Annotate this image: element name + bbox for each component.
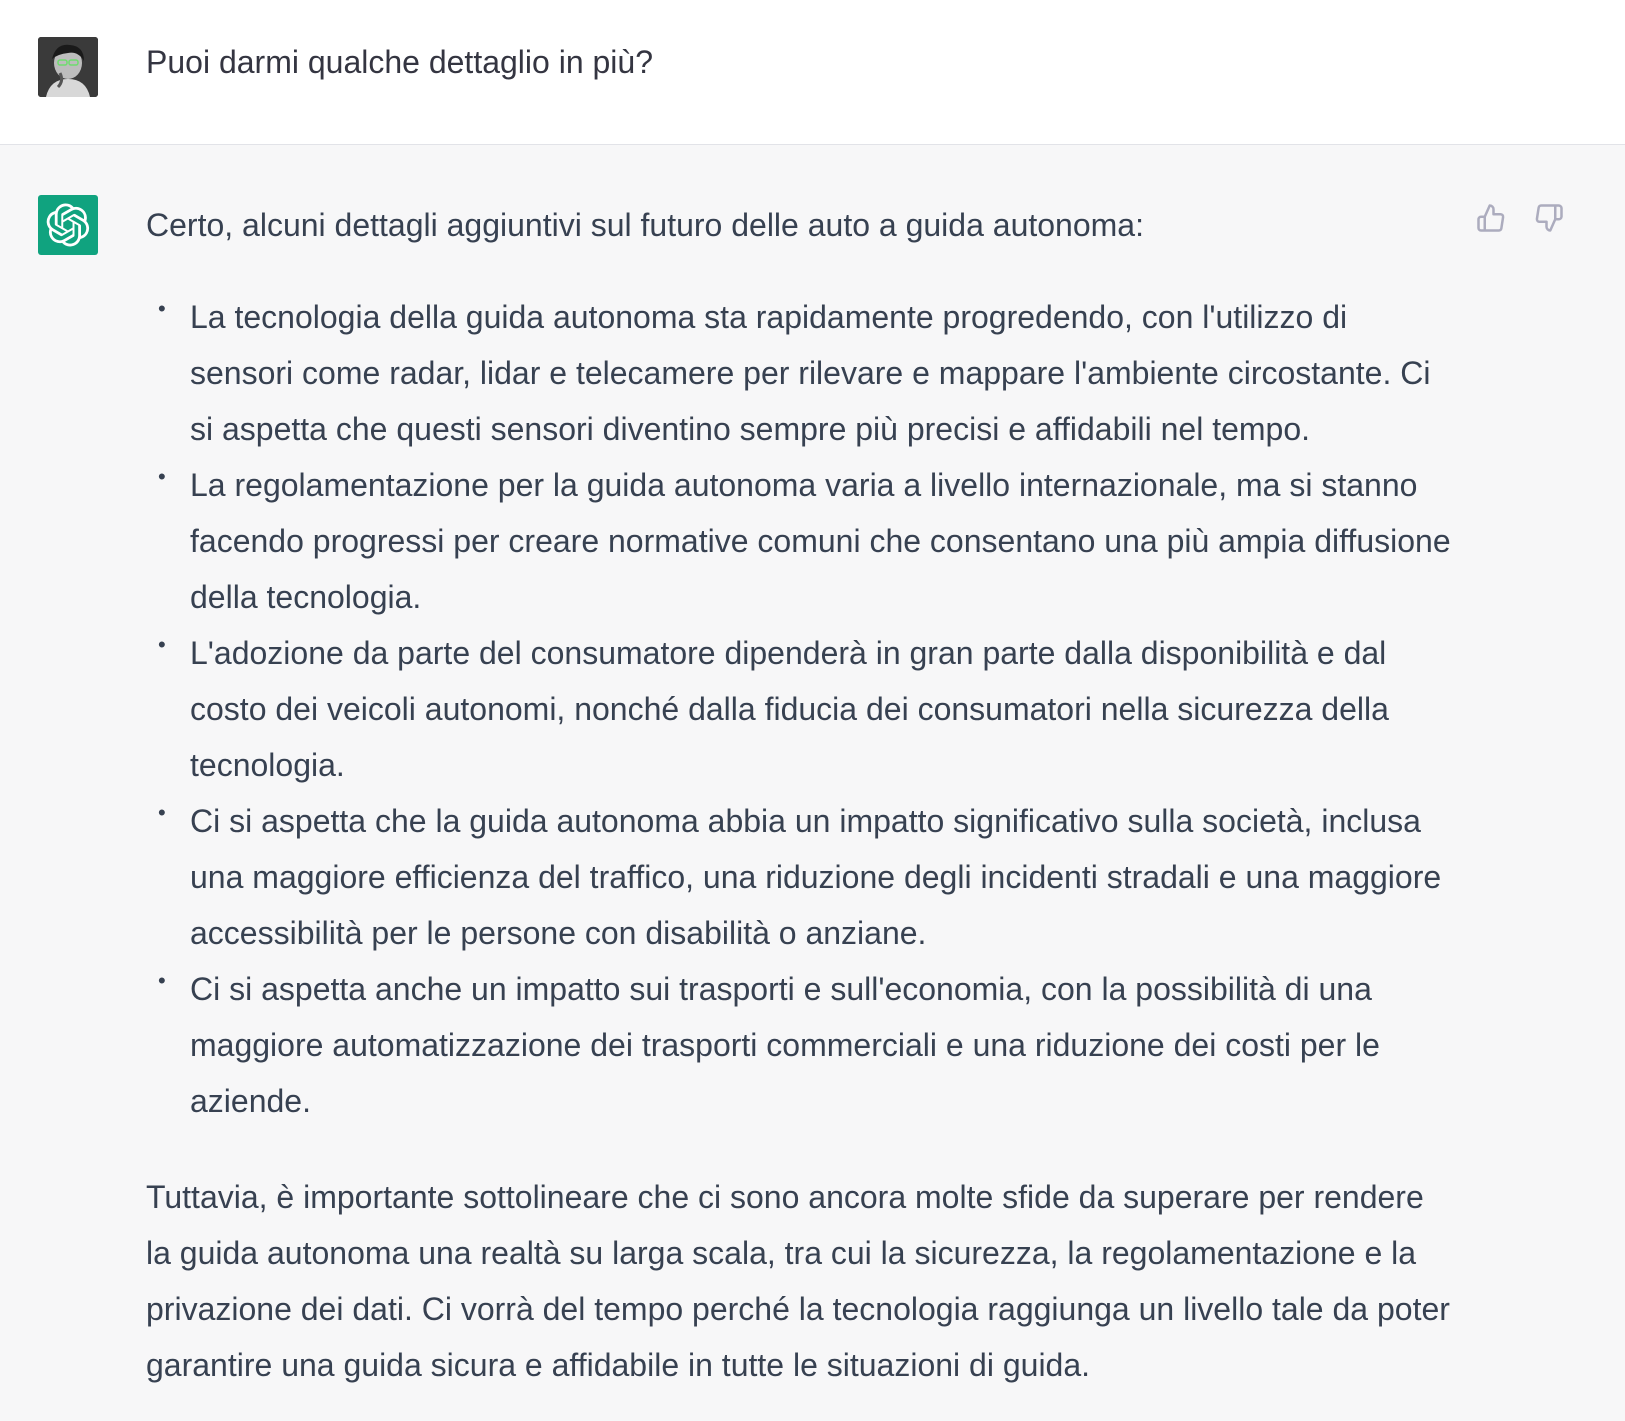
assistant-avatar <box>38 195 98 255</box>
openai-logo-icon <box>46 203 90 247</box>
assistant-message-row <box>0 145 1625 1421</box>
list-item: • La regolamentazione per la guida autonoma varia a livello internazionale, ma si stanno facendo progressi per creare normative comuni che consentano una più ampia diffusione della tecnologia. <box>190 457 1456 625</box>
list-item: • Ci si aspetta che la guida autonoma abbia un impatto significativo sulla società, inclusa una maggiore efficienza del traffico, una riduzione degli incidenti stradali e una maggiore accessibilità per le persone con disabilità o anziane. <box>190 793 1456 961</box>
user-avatar-photo <box>38 37 98 97</box>
list-item: • Ci si aspetta anche un impatto sui trasporti e sull'economia, con la possibilità di una maggiore automatizzazione dei trasporti commerciali e una riduzione dei costi per le aziende. <box>190 961 1456 1129</box>
user-message-text: Puoi darmi qualche dettaglio in più? <box>146 44 653 80</box>
thumbs-up-button[interactable] <box>1474 201 1508 235</box>
list-item: • L'adozione da parte del consumatore dipenderà in gran parte dalla disponibilità e dal costo dei veicoli autonomi, nonché dalla fiducia dei consumatori nella sicurezza della tecnologia. <box>190 625 1456 793</box>
thumbs-up-icon <box>1476 203 1506 233</box>
list-item: • La tecnologia della guida autonoma sta rapidamente progredendo, con l'utilizzo di sensori come radar, lidar e telecamere per rilevare e mappare l'ambiente circostante. Ci si aspetta che questi sensori diventino sempre più precisi e affidabili nel tempo. <box>190 289 1456 457</box>
user-message-row <box>0 0 1625 145</box>
assistant-intro: Certo, alcuni dettagli aggiuntivi sul futuro delle auto a guida autonoma: <box>146 207 1144 243</box>
feedback-controls <box>1474 201 1566 235</box>
assistant-outro: Tuttavia, è importante sottolineare che ci sono ancora molte sfide da superare per rendere la guida autonoma una realtà su larga scala, tra cui la sicurezza, la regolamentazione e la privazione dei dati. Ci vorrà del tempo perché la tecnologia raggiunga un livello tale da poter garantire una guida sicura e affidabile in tutte le situazioni di guida. <box>146 1179 1450 1383</box>
user-avatar <box>38 37 98 97</box>
thumbs-down-button[interactable] <box>1532 201 1566 235</box>
assistant-bullet-list <box>146 289 1456 1129</box>
thumbs-down-icon <box>1534 203 1564 233</box>
assistant-message-body <box>146 197 1456 1393</box>
